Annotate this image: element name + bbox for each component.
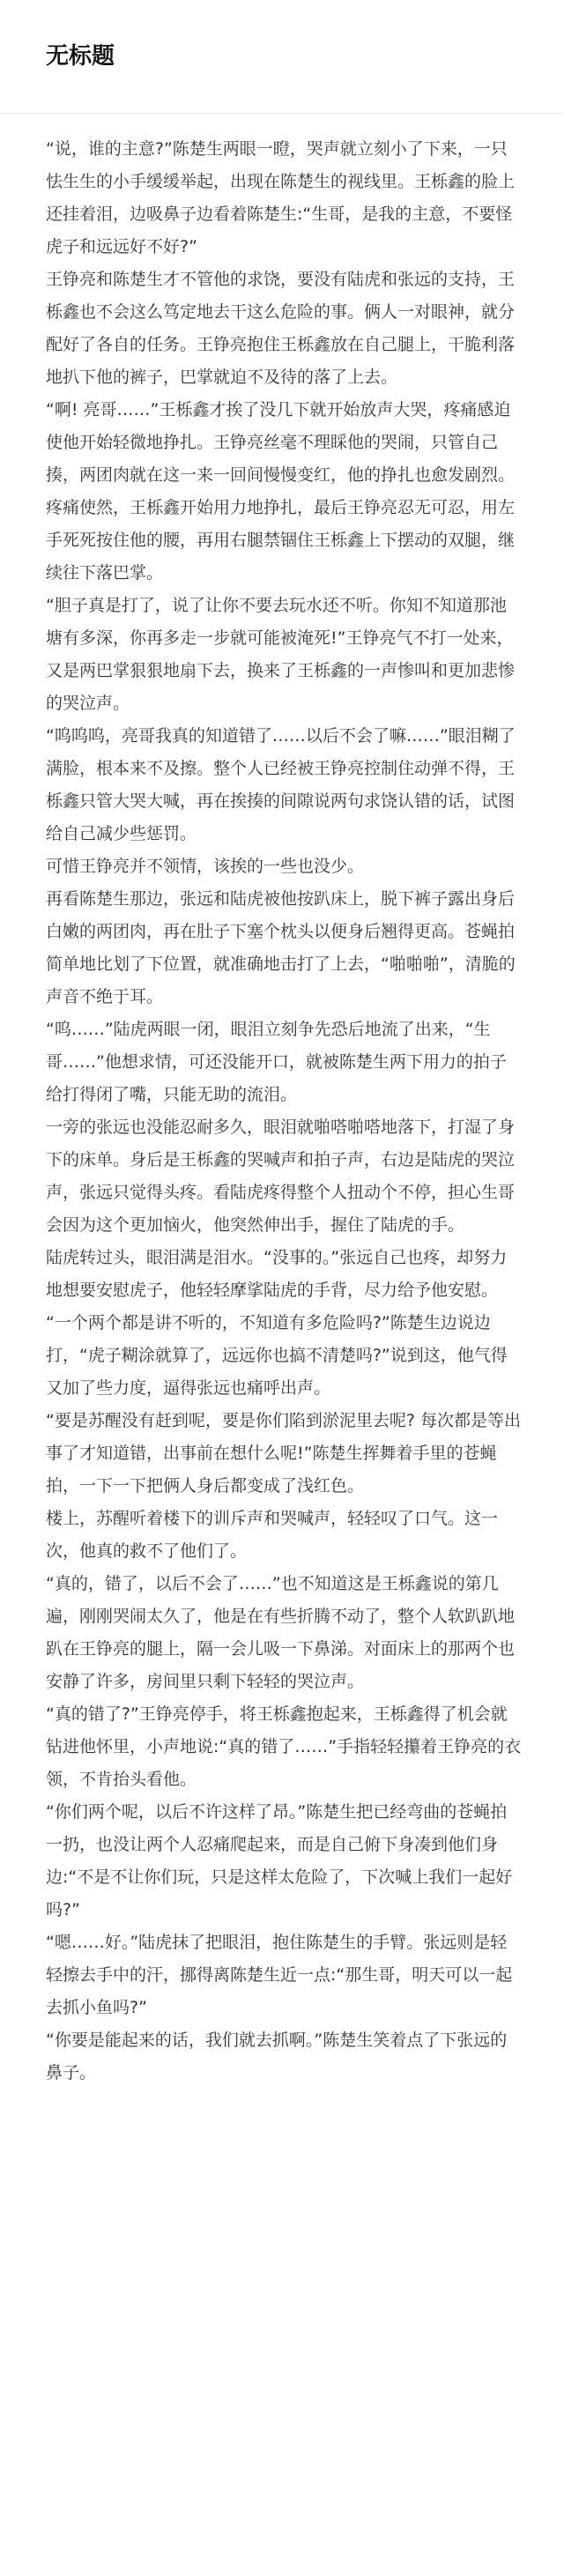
- paragraph: 王铮亮和陈楚生才不管他的求饶，要没有陆虎和张远的支持，王栎鑫也不会这么笃定地去干这么危险的事。俩人一对眼神，就分配好了各自的任务。王铮亮抱住王栎鑫放在自己腿上，干脆利落地扒下他的裤子，巴掌就迫不及待的落了上去。: [46, 270, 516, 387]
- article-body: [0, 114, 564, 2090]
- paragraph: “胆子真是打了，说了让你不要去玩水还不听。你知不知道那池塘有多深，你再多走一步就可能被淹死!”王铮亮气不打一处来，又是两巴掌狠狠地扇下去，换来了王栎鑫的一声惨叫和更加悲惨的哭泣声。: [46, 596, 516, 713]
- paragraph: 陆虎转过头，眼泪满是泪水。“没事的。”张远自己也疼，却努力地想要安慰虎子，他轻轻摩挲陆虎的手背，尽力给予他安慰。: [46, 1248, 508, 1300]
- page-title: 无标题: [46, 43, 115, 70]
- paragraph: “啊! 亮哥……”王栎鑫才挨了没几下就开始放声大哭，疼痛感迫使他开始轻微地挣扎。王铮亮丝毫不理睬他的哭闹，只管自己揍，两团肉就在这一来一回间慢慢变红，他的挣扎也愈发剧烈。: [46, 400, 516, 485]
- paragraph: “你要是能起来的话，我们就去抓啊。”陈楚生笑着点了下张远的鼻子。: [46, 2030, 508, 2082]
- paragraph: “你们两个呢，以后不许这样了昂。”陈楚生把已经弯曲的苍蝇拍一扔，也没让两个人忍痛爬起来，而是自己俯下身凑到他们身边:“不是不让你们玩，只是这样太危险了，下次喊上我们一起好吗?”: [46, 1802, 513, 1919]
- paragraph: “真的错了?”王铮亮停手，将王栎鑫抱起来，王栎鑫得了机会就钻进他怀里，小声地说:“真的错了……”手指轻轻攥着王铮亮的衣领，不肯抬头看他。: [46, 1704, 522, 1789]
- paragraph: “真的，错了，以后不会了……”也不知道这是王栎鑫说的第几遍，刚刚哭闹太久了，他是在有些折腾不动了，整个人软趴趴地趴在王铮亮的腿上，隔一会儿吸一下鼻涕。对面床上的那两个也安静了许多，房间里只剩下轻轻的哭泣声。: [46, 1574, 516, 1691]
- paragraph: “要是苏醒没有赶到呢，要是你们陷到淤泥里去呢? 每次都是等出事了才知道错，出事前在想什么呢!”陈楚生挥舞着手里的苍蝇拍，一下一下把俩人身后都变成了浅红色。: [46, 1411, 521, 1496]
- paragraph: 楼上，苏醒听着楼下的训斥声和哭喊声，轻轻叹了口气。这一次，他真的救不了他们了。: [46, 1509, 499, 1561]
- paragraph: “呜……”陆虎两眼一闭，眼泪立刻争先恐后地流了出来，“生哥……”他想求情，可还没能开口，就被陈楚生两下用力的拍子给打得闭了嘴，只能无助的流泪。: [46, 1020, 507, 1104]
- paragraph: “说，谁的主意?”陈楚生两眼一瞪，哭声就立刻小了下来，一只怯生生的小手缓缓举起，出现在陈楚生的视线里。王栎鑫的脸上还挂着泪，边吸鼻子边看着陈楚生:“生哥，是我的主意，不要怪虎子和远远好不好?”: [46, 139, 516, 256]
- paragraph: 再看陈楚生那边，张远和陆虎被他按趴床上，脱下裤子露出身后白嫩的两团肉，再在肚子下塞个枕头以便身后翘得更高。苍蝇拍简单地比划了下位置，就准确地击打了上去，“啪啪啪”，清脆的声音不绝于耳。: [46, 889, 516, 1006]
- page-header: [0, 0, 564, 113]
- paragraph: “一个两个都是讲不听的，不知道有多危险吗?”陈楚生边说边打，“虎子糊涂就算了，远远你也搞不清楚吗?”说到这，他气得又加了些力度，逼得张远也痛呼出声。: [46, 1313, 508, 1398]
- paragraph: “嗯……好。”陆虎抹了把眼泪，抱住陈楚生的手臂。张远则是轻轻擦去手中的汗，挪得离陈楚生近一点:“那生哥，明天可以一起去抓小鱼吗?”: [46, 1933, 513, 2017]
- paragraph: “呜呜呜，亮哥我真的知道错了……以后不会了嘛……”眼泪糊了满脸，根本来不及擦。整个人已经被王铮亮控制住动弹不得，王栎鑫只管大哭大喊，再在挨揍的间隙说两句求饶认错的话，试图给自己减少些惩罚。: [46, 726, 516, 843]
- paragraph: 疼痛使然，王栎鑫开始用力地挣扎，最后王铮亮忍无可忍，用左手死死按住他的腰，再用右腿禁锢住王栎鑫上下摆动的双腿，继续往下落巴掌。: [46, 498, 516, 583]
- paragraph: 一旁的张远也没能忍耐多久，眼泪就啪嗒啪嗒地落下，打湿了身下的床单。身后是王栎鑫的哭喊声和拍子声，右边是陆虎的哭泣声，张远只觉得头疼。看陆虎疼得整个人扭动个不停，担心生哥会因为这个更加恼火，他突然伸出手，握住了陆虎的手。: [46, 1117, 516, 1235]
- paragraph: 可惜王铮亮并不领情，该挨的一些也没少。: [46, 857, 365, 876]
